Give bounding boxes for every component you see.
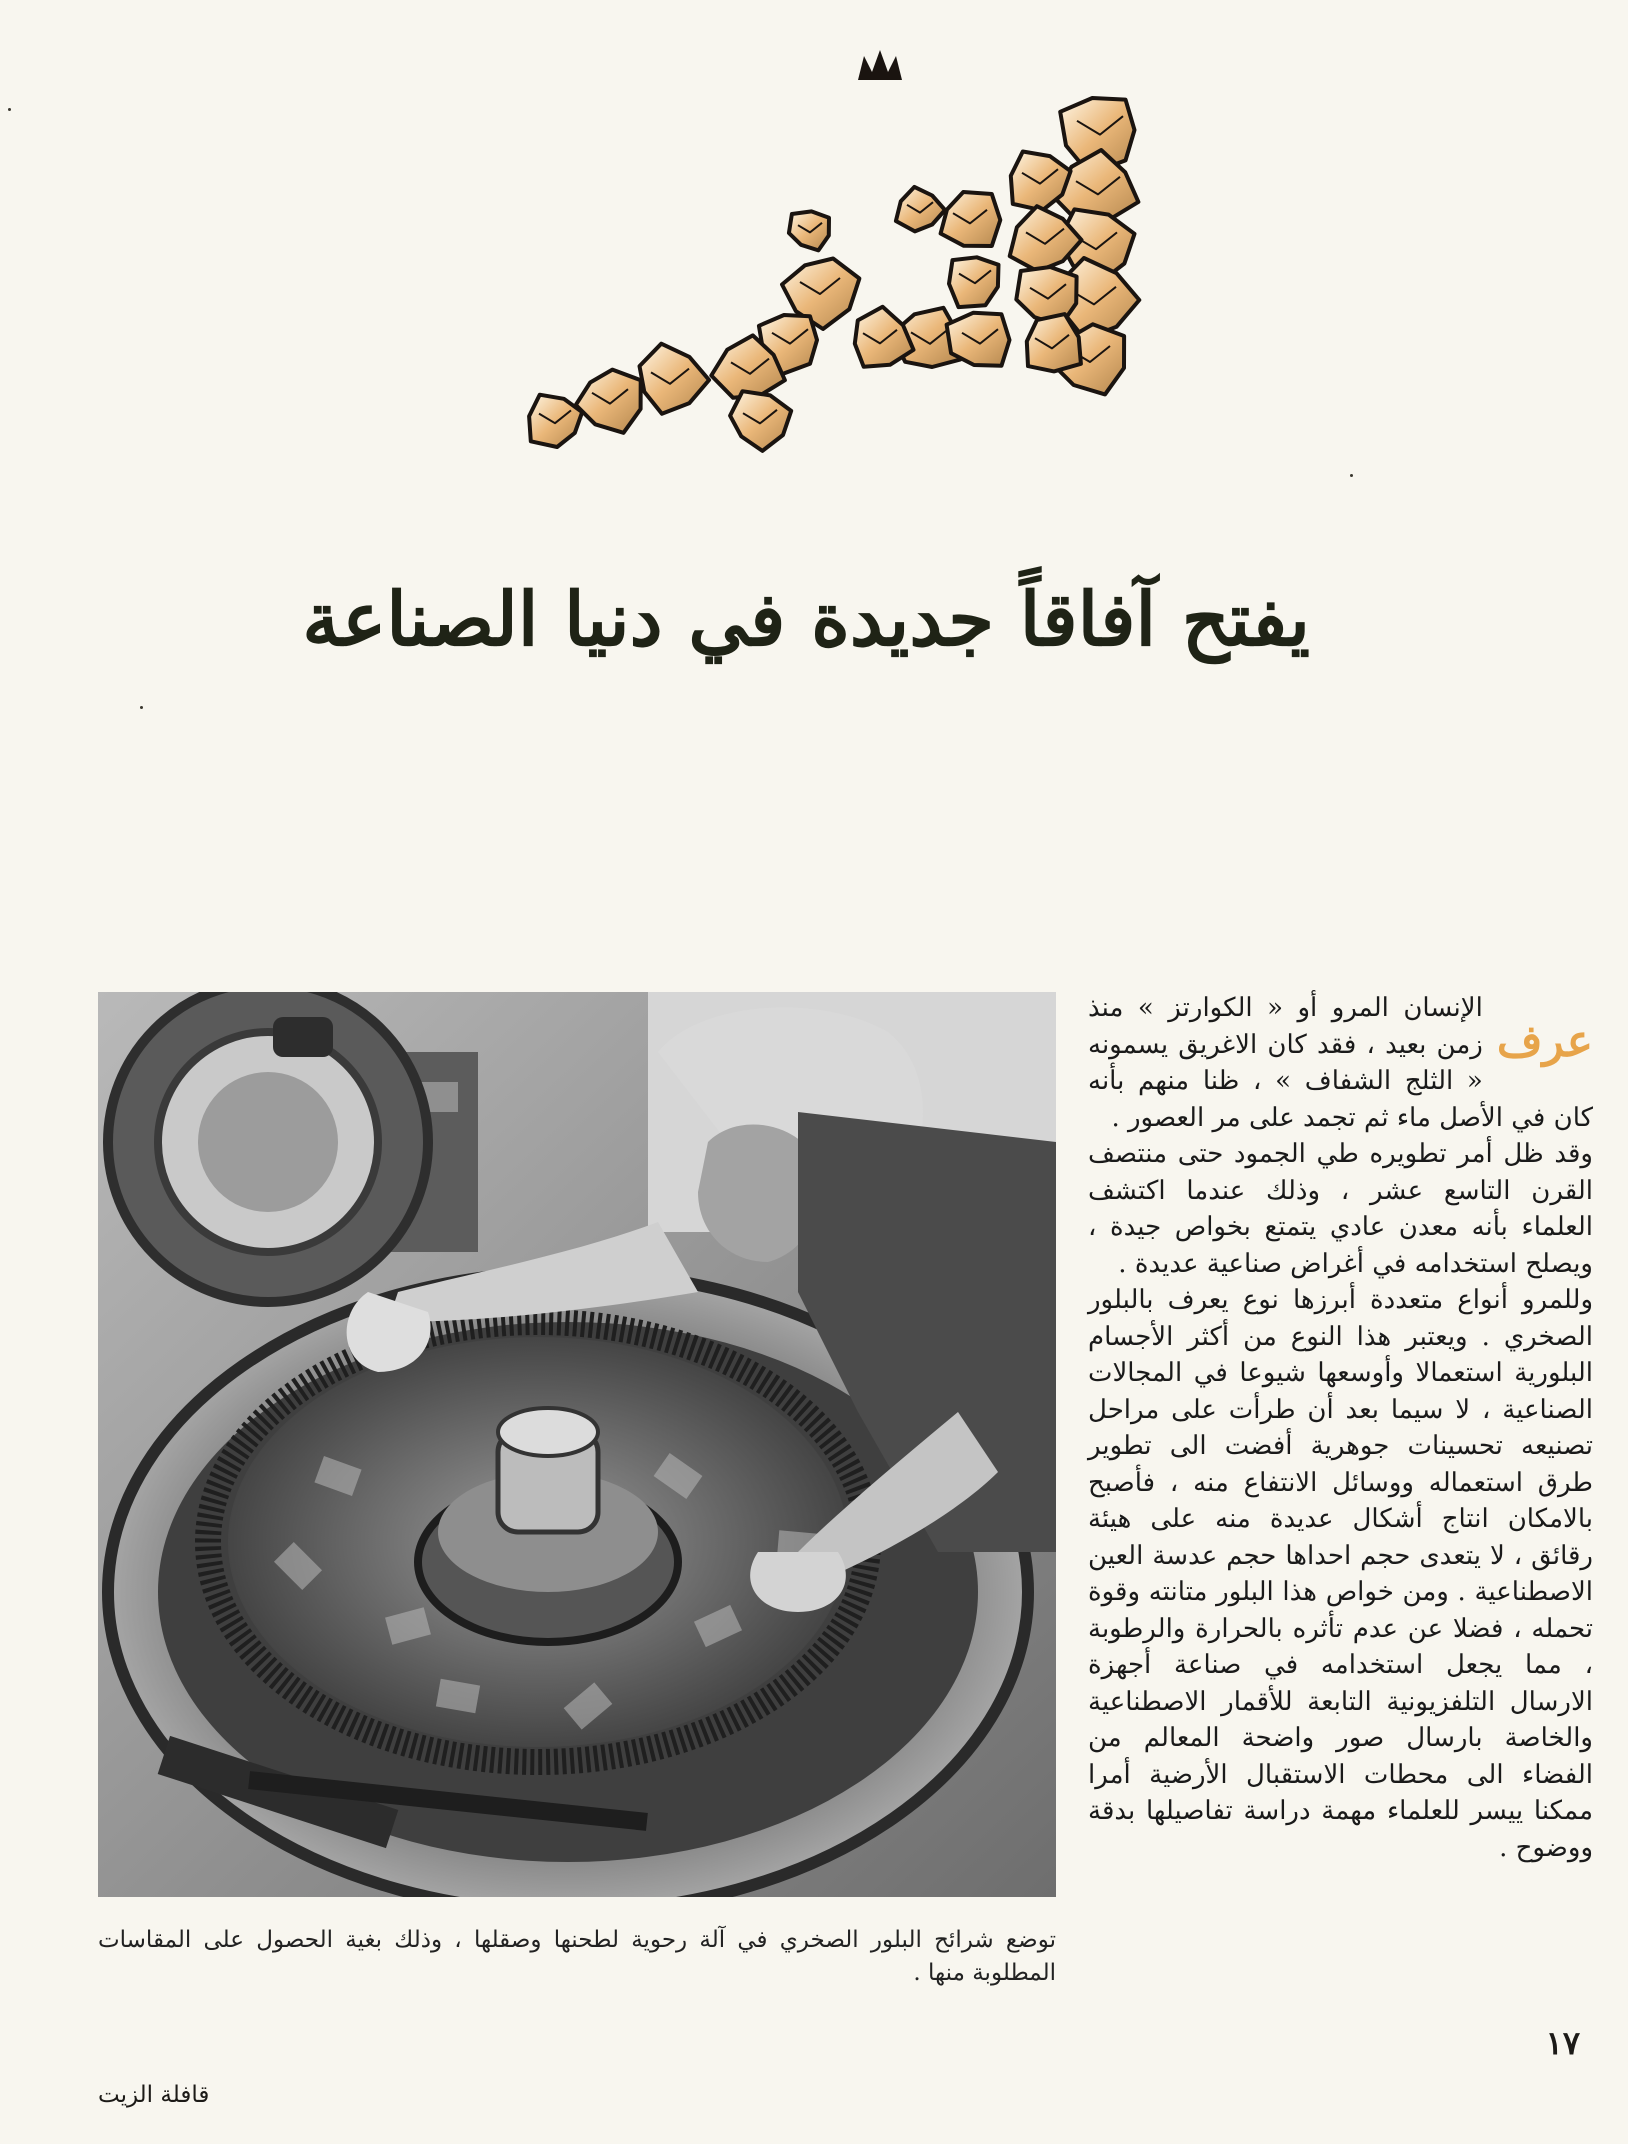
crystal-rock-shape [529, 395, 582, 447]
crystal-letters-icon [500, 40, 1160, 530]
print-speck [8, 108, 11, 111]
article-body [1088, 990, 1593, 1866]
article-paragraph: وقد ظل أمر تطويره طي الجمود حتى منتصف القرن التاسع عشر ، وذلك عندما اكتشف العلماء بأنه معدن عادي يتمتع بخواص جيدة ، ويصلح استخدامه في أغراض صناعية عديدة . [1088, 1139, 1593, 1279]
print-speck [1350, 474, 1353, 477]
photo-caption: توضع شرائح البلور الصخري في آلة رحوية لطحنها وصقلها ، وذلك بغية الحصول على المقاسات المطلوبة منها . [98, 1927, 1056, 1986]
machine-photo [98, 992, 1056, 1897]
print-speck [140, 706, 143, 709]
crystal-rock-shape [896, 187, 945, 232]
magazine-name: قافلة الزيت [98, 2082, 210, 2108]
article-paragraph: الإنسان المرو أو « الكوارتز » منذ زمن بعيد ، فقد كان الاغريق يسمونه « الثلج الشفاف » ، ظنا منهم بأنه كان في الأصل ماء ثم تجمد على مر العصور . [1088, 993, 1593, 1133]
crystal-rock-shape [730, 391, 791, 451]
article-paragraph: وللمرو أنواع متعددة أبرزها نوع يعرف بالبلور الصخري . ويعتبر هذا النوع من أكثر الأجسام البلورية استعمالا وأوسعها شيوعا في المجالات الصناعية ، لا سيما بعد أن طرأت على مراحل تصنيعه تحسينات جوهرية أفضت الى تطوير طرق استعماله ووسائل الانتفاع منه ، فأصبح بالامكان انتاج أشكال عديدة منه على هيئة رقائق ، لا يتعدى حجم احداها حجم عدسة العين الاصطناعية . ومن خواص هذا البلور متانته وقوة تحمله ، فضلا عن عدم تأثره بالحرارة والرطوبة ، مما يجعل استخدامه في صناعة أجهزة الارسال التلفزيونية التابعة للأقمار الاصطناعية والخاصة بارسال صور واضحة المعالم من الفضاء الى محطات الاستقبال الأرضية أمرا ممكنا ييسر للعلماء مهمة دراسة تفاصيلها بدقة ووضوح . [1088, 1285, 1593, 1863]
subtitle: يفتح آفاقاً جديدة في دنيا الصناعة [302, 577, 1310, 663]
crystal-rock-shape [576, 370, 641, 433]
crystal-rock-shape [947, 313, 1010, 366]
crown-mark-icon [858, 50, 902, 80]
page-number: ١٧ [1545, 2024, 1580, 2062]
crystal-rock-shape [855, 307, 914, 367]
title-artwork [500, 40, 1160, 530]
crystal-rock-shape [640, 344, 710, 414]
lead-word: عرف [1496, 1016, 1593, 1067]
crystal-rock-shape [941, 192, 1001, 246]
